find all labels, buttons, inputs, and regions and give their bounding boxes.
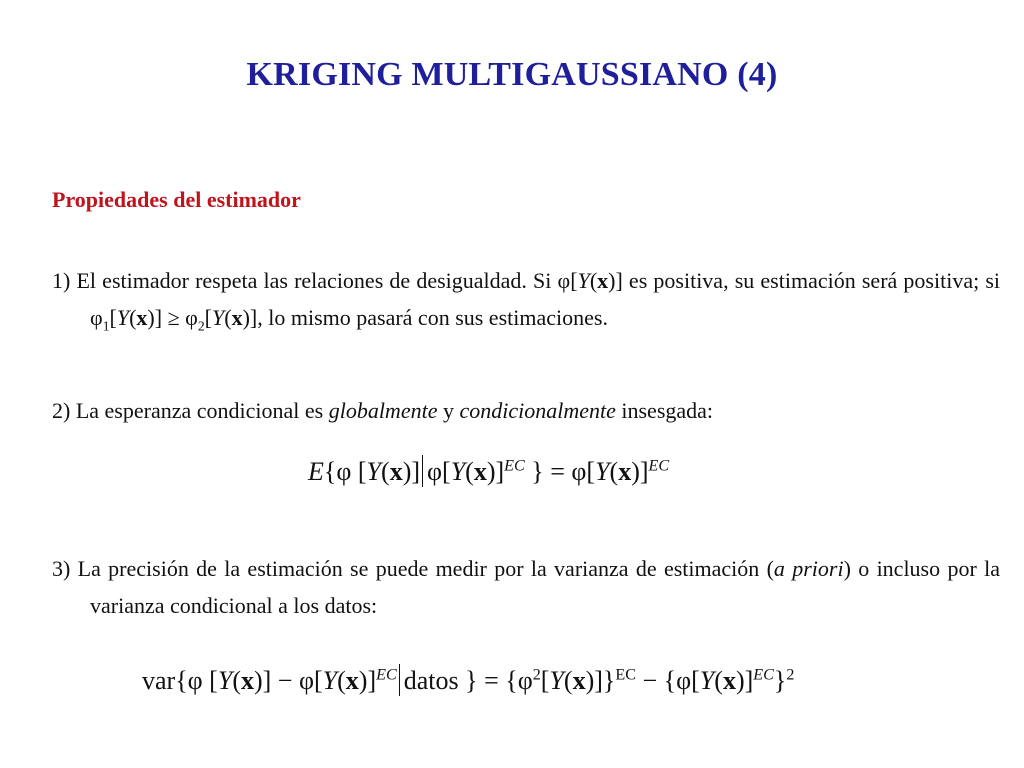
math-run: (	[563, 666, 573, 695]
math-symbol: E	[308, 457, 324, 486]
math-run: datos } = {φ	[403, 666, 533, 695]
math-run: (	[381, 457, 390, 486]
text-run: [	[204, 305, 212, 330]
math-symbol: Y	[450, 457, 466, 486]
math-run: (	[232, 666, 241, 695]
formula-conditional-variance	[142, 664, 794, 696]
superscript: 2	[786, 666, 795, 684]
math-symbol: Y	[595, 457, 610, 486]
math-symbol: Y	[217, 666, 233, 695]
math-run: )]	[486, 457, 505, 486]
property-2-text	[52, 392, 962, 429]
math-run: )]}	[585, 666, 616, 695]
superscript: EC	[648, 457, 670, 475]
conditional-bar	[422, 455, 423, 487]
section-subtitle: Propiedades del estimador	[52, 187, 301, 212]
math-symbol: Y	[549, 666, 564, 695]
math-run: (	[337, 666, 346, 695]
text-run: x	[231, 305, 243, 330]
math-symbol: x	[345, 666, 359, 695]
math-run: var{φ [	[142, 666, 218, 695]
text-run: Y	[116, 305, 130, 330]
math-run: − {φ[	[635, 666, 700, 695]
superscript: EC	[504, 457, 525, 475]
math-run: {φ [	[323, 457, 367, 486]
text-run: )], lo mismo pasará con sus estimaciones.	[242, 305, 608, 330]
math-run: φ[	[427, 457, 451, 486]
math-symbol: Y	[322, 666, 338, 695]
text-run: (	[129, 305, 137, 330]
math-symbol: x	[572, 666, 586, 695]
math-run: )]	[735, 666, 754, 695]
text-run: (	[224, 305, 232, 330]
text-run: ) o incluso por la varianza condicional a los datos:	[90, 556, 1000, 618]
math-symbol: x	[618, 457, 632, 486]
text-run: (	[589, 268, 598, 293]
text-run: 3) La precisión de la estimación se puede medir por la varianza de estimación (	[52, 556, 774, 581]
math-symbol: Y	[366, 457, 382, 486]
emphasis: condicionalmente	[459, 398, 616, 423]
math-run: (	[465, 457, 474, 486]
math-symbol: Y	[699, 666, 715, 695]
math-run: }	[773, 666, 787, 695]
text-run: insesgada:	[615, 398, 714, 423]
property-3-text	[52, 550, 1000, 624]
superscript: EC	[376, 666, 397, 684]
text-run: )] es positiva, su estimación será positiva; si φ	[90, 268, 1001, 330]
text-run: y	[437, 398, 460, 423]
superscript: 2	[532, 666, 541, 684]
text-run: Y	[577, 268, 590, 293]
math-run: (	[609, 457, 619, 486]
math-symbol: x	[722, 666, 736, 695]
math-run: } = φ[	[524, 457, 596, 486]
text-run: Y	[212, 305, 225, 330]
emphasis: a priori	[773, 556, 844, 581]
math-symbol: x	[473, 457, 487, 486]
slide-title: KRIGING MULTIGAUSSIANO (4)	[246, 56, 778, 93]
text-run: 2) La esperanza condicional es	[52, 398, 329, 423]
superscript: EC	[615, 666, 636, 684]
math-run: (	[714, 666, 723, 695]
property-1-text	[52, 262, 1000, 344]
item-number: 1)	[52, 268, 71, 293]
text-run: x	[597, 268, 609, 293]
math-symbol: x	[240, 666, 254, 695]
text-run: x	[136, 305, 148, 330]
math-run: )]	[402, 457, 421, 486]
superscript: EC	[753, 666, 774, 684]
text-run: )] ≥ φ	[147, 305, 198, 330]
subscript: 2	[197, 318, 205, 334]
math-run: )]	[358, 666, 377, 695]
math-run: )]	[631, 457, 649, 486]
math-run: [	[540, 666, 550, 695]
emphasis: globalmente	[328, 398, 438, 423]
conditional-bar	[399, 664, 400, 696]
subscript: 1	[102, 318, 110, 334]
formula-conditional-expectation	[308, 455, 669, 487]
text-run: El estimador respeta las relaciones de desigualdad. Si φ[	[76, 268, 578, 293]
math-symbol: x	[389, 457, 403, 486]
math-run: )] − φ[	[253, 666, 323, 695]
text-run: [	[109, 305, 117, 330]
